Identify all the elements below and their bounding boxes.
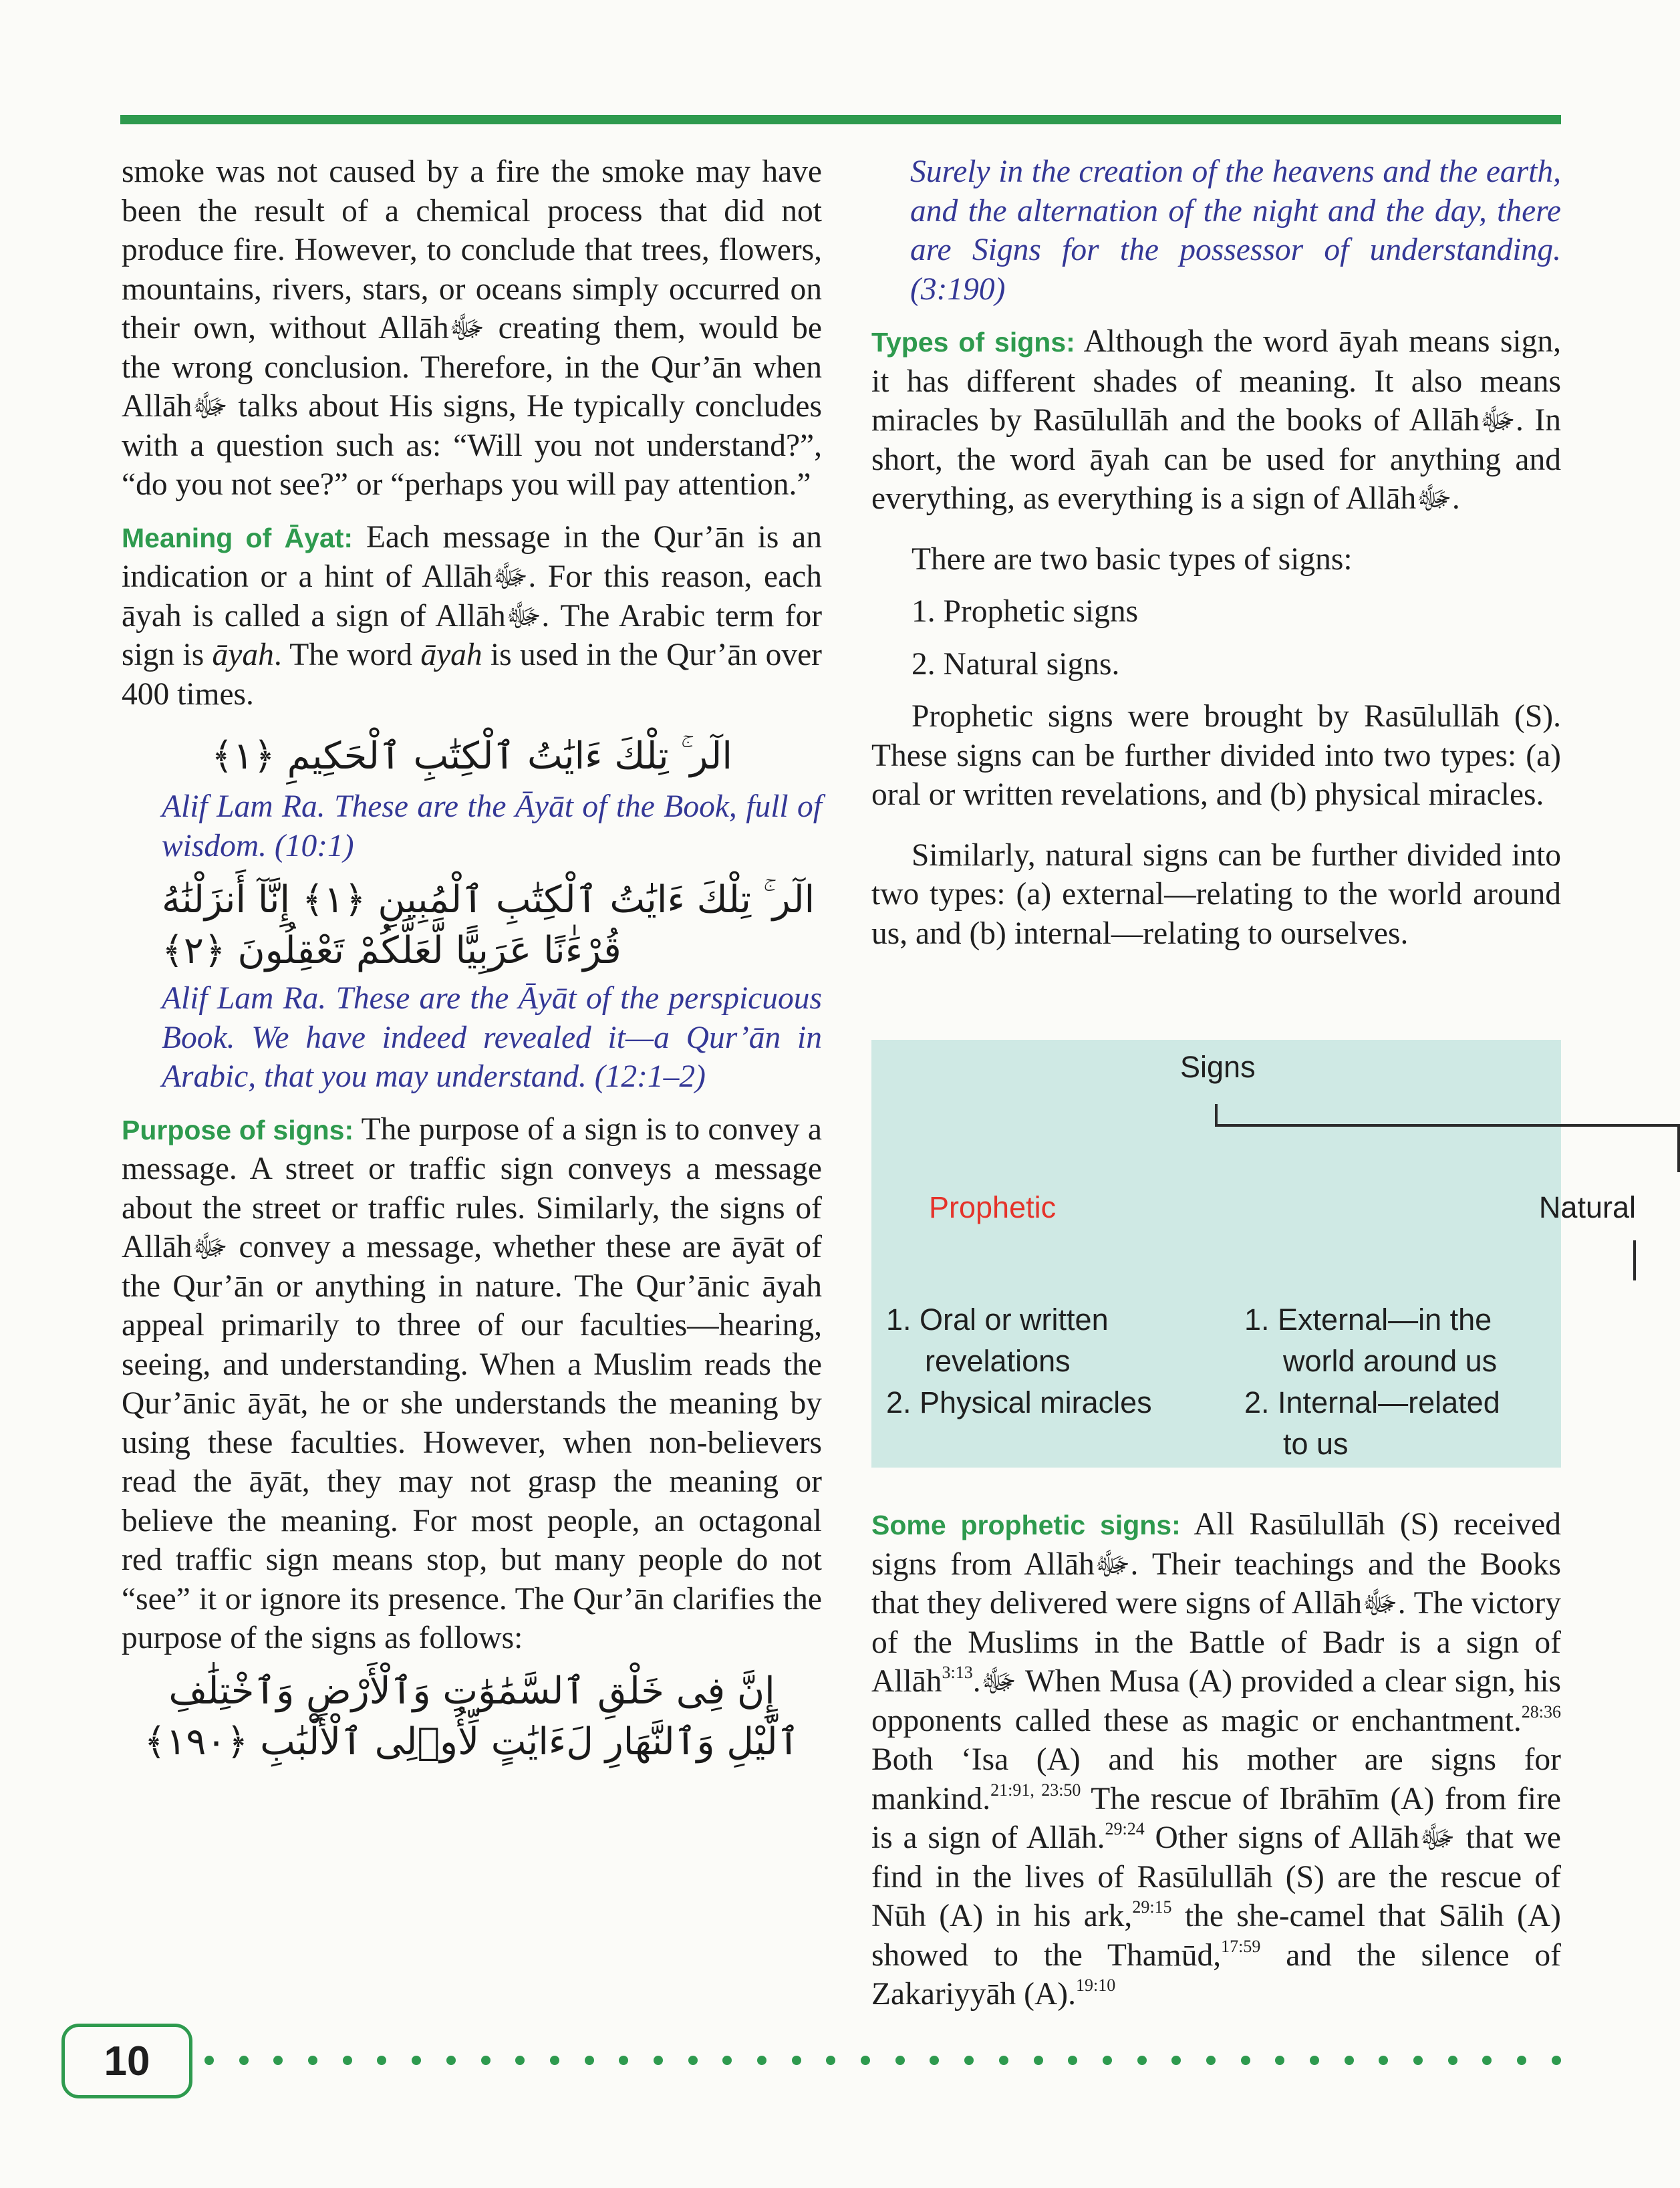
footer-dot (585, 2056, 594, 2065)
footer-dot (999, 2056, 1008, 2065)
footer-dot (481, 2056, 491, 2065)
list-item-prophetic: 1. Prophetic signs (912, 594, 1139, 629)
diagram-prophetic-label: Prophetic (929, 1190, 1057, 1224)
paragraph-types: Types of signs: Although the word āyah means sign, it has different shades of meaning. It also means miracles by Rasūlullāh and the books of Allāhﷻ. In short, the word āyah can be used for anything and everything, as everything is a sign of Allāhﷻ. (871, 324, 1561, 516)
left-column (122, 152, 822, 1768)
paragraph-natural: Similarly, natural signs can be further divided into two types: (a) external—relating to the world around us, and (b) internal—relating to ourselves. (871, 837, 1561, 951)
footer-dot (1241, 2056, 1250, 2065)
footer-dot (1137, 2056, 1147, 2065)
right-column-lower (871, 1505, 1561, 2014)
footer-dot (1517, 2056, 1526, 2065)
heading-purpose-of-signs: Purpose of signs: (122, 1114, 354, 1145)
paragraph-smoke: smoke was not caused by a fire the smoke may have been the result of a chemical process that did not produce fire. However, to conclude that trees, flowers, mountains, rivers, stars, or oceans simply occurred on their own, without Allāhﷻ creating them, would be the wrong conclusion. Therefore, in the Qur’ān when Allāhﷻ talks about His signs, He typically concludes with a question such as: “Will you not understand?”, “do you not see?” or “perhaps you will pay attention.” (122, 154, 822, 502)
diagram-connector-root (1215, 1104, 1218, 1127)
diagram-natural-label: Natural (1538, 1190, 1636, 1224)
list-item-natural: 2. Natural signs. (912, 646, 1120, 682)
diagram-prophetic-item-2: 2. Physical miracles (886, 1385, 1152, 1419)
quote-12-1-2: Alif Lam Ra. These are the Āyāt of the perspicuous Book. We have indeed revealed it—a Qur’ān in Arabic, that you may understand. (12:1–2) (162, 981, 822, 1094)
footer-dot (1068, 2056, 1077, 2065)
footer-dot (1448, 2056, 1457, 2065)
diagram-natural-item-1b: world around us (1283, 1344, 1498, 1378)
footer-dot (446, 2056, 456, 2065)
footer-dot (861, 2056, 870, 2065)
footer-dot (654, 2056, 663, 2065)
diagram-natural-item-1a: 1. External—in the (1244, 1303, 1492, 1337)
quote-10-1: Alif Lam Ra. These are the Āyāt of the Book, full of wisdom. (10:1) (162, 789, 822, 863)
footer-dot (1171, 2056, 1181, 2065)
footer-dot (1206, 2056, 1216, 2065)
header-rule (120, 115, 1561, 124)
footer-dot (722, 2056, 732, 2065)
arabic-verse-3-190b: ٱلَّيْلِ وَٱلنَّهَارِ لَءَايَٰتٍ لِّأُو۟لِى ٱلْأَلْبَٰبِ ﴿١٩٠﴾ (144, 1720, 800, 1764)
footer-dot (619, 2056, 628, 2065)
footer-dot (239, 2056, 249, 2065)
footer-dot (273, 2056, 283, 2065)
footer-dot (515, 2056, 525, 2065)
quote-3-190: Surely in the creation of the heavens and the earth, and the alternation of the night and the day, there are Signs for the possessor of understanding. (3:190) (910, 154, 1561, 307)
footer-dot (688, 2056, 698, 2065)
footer-dot (964, 2056, 974, 2065)
diagram-natural-item-2a: 2. Internal—related (1244, 1385, 1500, 1419)
footer-dot (1103, 2056, 1112, 2065)
footer-dot (1552, 2056, 1561, 2065)
diagram-prophetic-item-1b: revelations (925, 1344, 1071, 1378)
footer-dot (412, 2056, 421, 2065)
footer-dot (1275, 2056, 1284, 2065)
footer-dot (826, 2056, 835, 2065)
heading-some-prophetic-signs: Some prophetic signs: (871, 1510, 1181, 1540)
footer-dot (550, 2056, 559, 2065)
heading-meaning-of-ayat: Meaning of Āyat: (122, 522, 354, 553)
paragraph-two-types: There are two basic types of signs: (912, 541, 1353, 577)
paragraph-prophetic: Prophetic signs were brought by Rasūlullāh (S). These signs can be further divided into two types: (a) oral or written revelations, and (b) physical miracles. (871, 699, 1561, 812)
paragraph-meaning: Meaning of Āyat: Each message in the Qur’ān is an indication or a hint of Allāhﷻ. For this reason, each āyah is called a sign of Allāhﷻ. The Arabic term for sign is āyah. The word āyah is used in the Qur’ān over 400 times. (122, 519, 823, 712)
right-column (871, 152, 1561, 953)
footer-dot (308, 2056, 317, 2065)
page-number: 10 (61, 2024, 192, 2098)
arabic-verse-3-190a: إِنَّ فِى خَلْقِ ٱلسَّمَٰوَٰتِ وَٱلْأَرْضِ وَٱخْتِلَٰفِ (168, 1669, 775, 1713)
footer-dot (792, 2056, 801, 2065)
footer-dot (1310, 2056, 1319, 2065)
footer-dot (1482, 2056, 1492, 2065)
footer-dot (1413, 2056, 1423, 2065)
diagram-prophetic-item-1a: 1. Oral or written (886, 1303, 1109, 1337)
diagram-connector-bar (1215, 1124, 1680, 1127)
arabic-verse-12-1: الٓر ۚ تِلْكَ ءَايَٰتُ ٱلْكِتَٰبِ ٱلْمُبِينِ ﴿١﴾ إِنَّآ أَنزَلْنَٰهُ (162, 878, 815, 922)
footer-dot (1379, 2056, 1388, 2065)
arabic-verse-10-1: الٓر ۚ تِلْكَ ءَايَٰتُ ٱلْكِتَٰبِ ٱلْحَكِيمِ ﴿١﴾ (211, 734, 732, 778)
footer-dot (930, 2056, 939, 2065)
paragraph-some-prophetic-signs: Some prophetic signs: All Rasūlullāh (S) received signs from Allāhﷻ. Their teachings and the Books that they delivered were signs of Allāhﷻ. The victory of the Muslims in the Battle of Badr is a sign of Allāhﷻ.$^{3:13}$ When Musa (A) provided a clear sign, his opponents called these as magic or enchantment.$^{28:36}$ Both ‘Isa (A) and his mother are signs for mankind.$^{21:91, 23:50}$ The rescue of Ibrāhīm (A) from fire is a sign of Allāh.$^{29:24}$ Other signs of Allāhﷻ that we find in the lives of Rasūlullāh (S) are the rescue of Nūh (A) in his ark,$^{29:15}$ the she-camel that Sālih (A) showed to the Thamūd,$^{17:59}$ and the silence of Zakariyyāh (A).$^{19:10}$ (871, 1507, 1561, 2012)
footer-dot (1345, 2056, 1354, 2065)
footer-dot (204, 2056, 214, 2065)
signs-diagram (871, 1040, 1636, 1468)
heading-types-of-signs: Types of signs: (871, 327, 1075, 358)
footer-dot (377, 2056, 386, 2065)
footer-dot (757, 2056, 766, 2065)
diagram-root-label: Signs (1180, 1050, 1256, 1084)
footer-dot (343, 2056, 352, 2065)
footer-dot (895, 2056, 905, 2065)
diagram-connector-natural-items (1633, 1240, 1636, 1280)
footer-dot-rule (204, 2050, 1561, 2070)
diagram-connector-natural (1677, 1124, 1680, 1172)
paragraph-purpose: Purpose of signs: The purpose of a sign is to convey a message. A street or traffic sign conveys a message about the street or traffic rules. Similarly, the signs of Allāhﷻ convey a message, whether these are āyāt of the Qur’ān or anything in nature. The Qur’ānic āyah appeal primarily to three of our faculties—hearing, seeing, and understanding. When a Muslim reads the Qur’ānic āyāt, he or she understands the meaning by using these faculties. However, when non-believers read the āyāt, they may not grasp the meaning or believe the meaning. For most people, an octagonal red traffic sign means stop, but many people do not “see” it or ignore its presence. The Qur’ān clarifies the purpose of the signs as follows: (122, 1111, 822, 1655)
footer-dot (1034, 2056, 1043, 2065)
arabic-verse-12-2: قُرْءَٰنًا عَرَبِيًّا لَّعَلَّكُمْ تَعْقِلُونَ ﴿٢﴾ (162, 929, 621, 972)
diagram-natural-item-2b: to us (1283, 1427, 1349, 1461)
